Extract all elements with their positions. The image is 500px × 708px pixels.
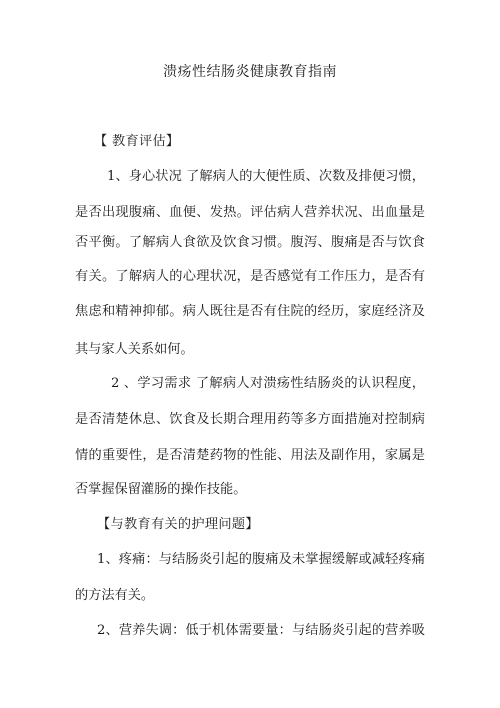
paragraph-line: 有关。了解病人的心理状况，是否感觉有工作压力，是否有 <box>75 269 425 284</box>
paragraph-line: 否掌握保留灌肠的操作技能。 <box>75 482 247 497</box>
paragraph-line: 1、疼痛：与结肠炎引起的腹痛及未掌握缓解或减轻疼痛 <box>97 552 425 567</box>
paragraph-line: 2、营养失调：低于机体需要量：与结肠炎引起的营养吸 <box>97 623 425 638</box>
paragraph-line: 情的重要性，是否清楚药物的性能、用法及副作用，家属是 <box>75 448 425 463</box>
section-heading-assessment: 【 教育评估】 <box>94 134 180 149</box>
paragraph-line: 2 、学习需求 了解病人对溃疡性结肠炎的认识程度， <box>111 376 425 391</box>
paragraph-line: 否平衡。了解病人食欲及饮食习惯。腹泻、腹痛是否与饮食 <box>75 235 425 250</box>
section-heading-nursing-problems: 【与教育有关的护理问题】 <box>97 517 259 532</box>
paragraph-line: 是否清楚休息、饮食及长期合理用药等多方面措施对控制病 <box>75 412 425 427</box>
paragraph-line: 其与家人关系如何。 <box>75 342 194 357</box>
paragraph-line: 是否出现腹痛、血便、发热。评估病人营养状况、出血量是 <box>75 205 425 220</box>
paragraph-line: 焦虑和精神抑郁。病人既往是否有住院的经历，家庭经济及 <box>75 304 425 319</box>
paragraph-line: 1、身心状况 了解病人的大便性质、次数及排便习惯， <box>107 169 425 184</box>
paragraph-line: 的方法有关。 <box>75 588 155 603</box>
page-title: 溃疡性结肠炎健康教育指南 <box>163 64 337 80</box>
